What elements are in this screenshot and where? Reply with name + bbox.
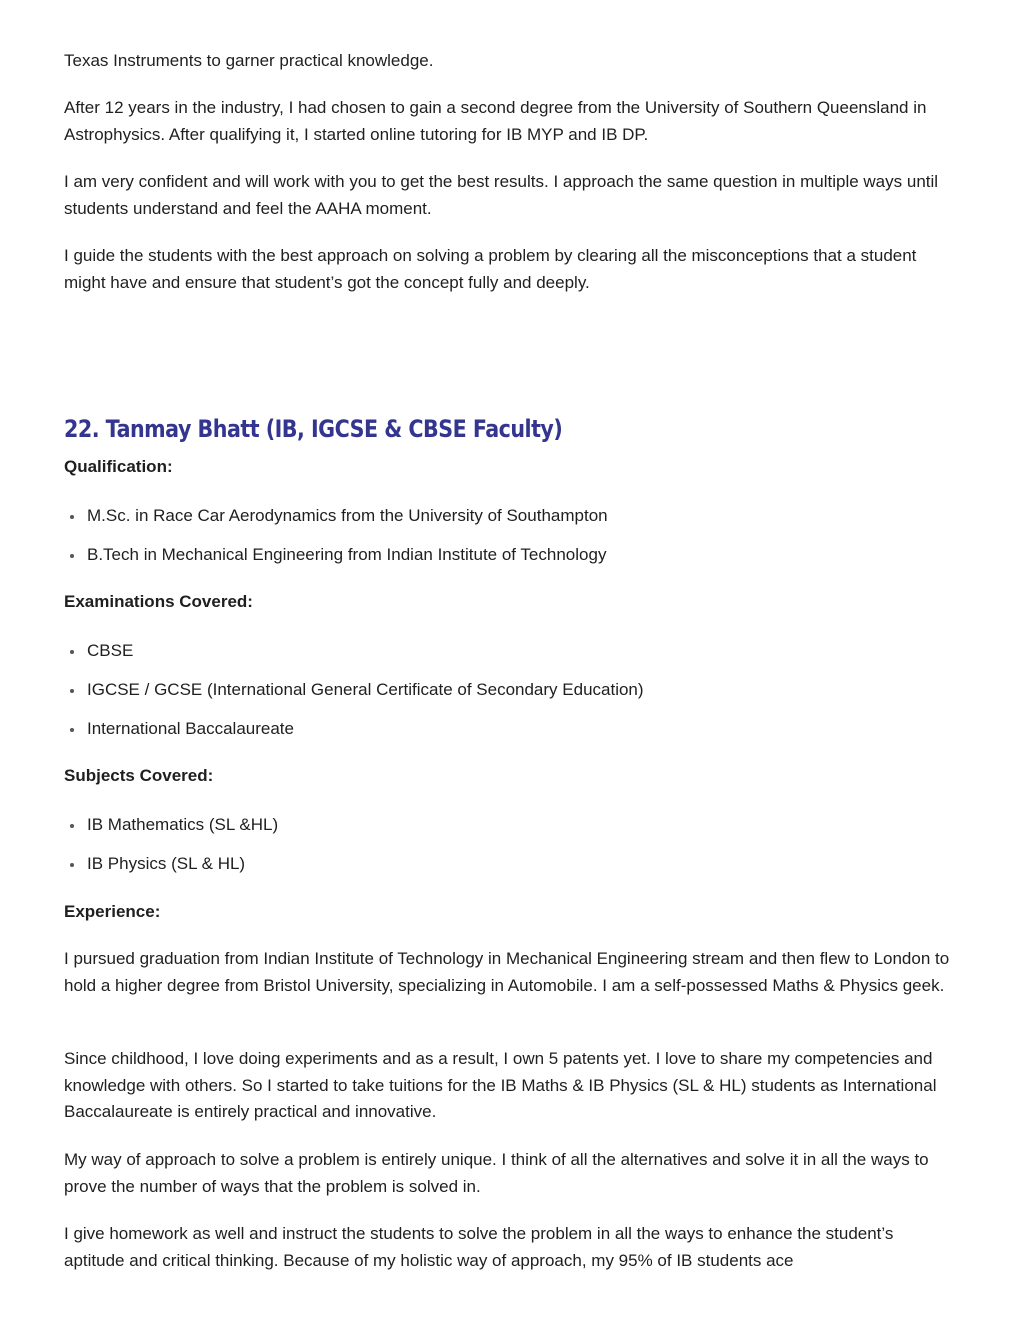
examinations-list [64,640,644,757]
list-item: M.Sc. in Race Car Aerodynamics from the University of Southampton [64,505,608,527]
list-item: IB Physics (SL & HL) [64,853,278,875]
qualification-list [64,505,608,583]
list-item: International Baccalaureate [64,718,644,740]
experience-paragraph-1: I pursued graduation from Indian Institute of Technology in Mechanical Engineering stream and then flew to London to hold a higher degree from Bristol University, specializing in Automobile. I am a self-possessed Maths & Physics geek. [64,949,950,995]
examinations-label: Examinations Covered: [64,592,253,611]
intro-paragraph-4: I guide the students with the best approach on solving a problem by clearing all the misconceptions that a student might have and ensure that student’s got the concept fully and deeply. [64,246,917,292]
list-item: CBSE [64,640,644,662]
experience-paragraph-2: Since childhood, I love doing experiments and as a result, I own 5 patents yet. I love to share my competencies and knowledge with others. So I started to take tuitions for the IB Maths & IB Physics (SL & HL) students as International Baccalaureate is entirely practical and innovative. [64,1049,937,1121]
profile-heading: 22. Tanmay Bhatt (IB, IGCSE & CBSE Faculty) [64,415,563,443]
intro-paragraph-3: I am very confident and will work with you to get the best results. I approach the same question in multiple ways until students understand and feel the AAHA moment. [64,172,939,218]
experience-paragraph-3: My way of approach to solve a problem is entirely unique. I think of all the alternatives and solve it in all the ways to prove the number of ways that the problem is solved in. [64,1150,929,1196]
intro-paragraph-1: Texas Instruments to garner practical knowledge. [64,51,434,70]
list-item: IB Mathematics (SL &HL) [64,814,278,836]
subjects-label: Subjects Covered: [64,766,214,785]
qualification-label: Qualification: [64,457,173,476]
experience-label: Experience: [64,902,161,921]
list-item: IGCSE / GCSE (International General Certificate of Secondary Education) [64,679,644,701]
intro-paragraph-2: After 12 years in the industry, I had chosen to gain a second degree from the University of Southern Queensland in Astrophysics. After qualifying it, I started online tutoring for IB MYP and IB DP. [64,98,927,144]
subjects-list [64,814,278,892]
experience-paragraph-4: I give homework as well and instruct the students to solve the problem in all the ways to enhance the student’s aptitude and critical thinking. Because of my holistic way of approach, my 95% of IB students ace [64,1224,894,1270]
list-item: B.Tech in Mechanical Engineering from Indian Institute of Technology [64,544,608,566]
